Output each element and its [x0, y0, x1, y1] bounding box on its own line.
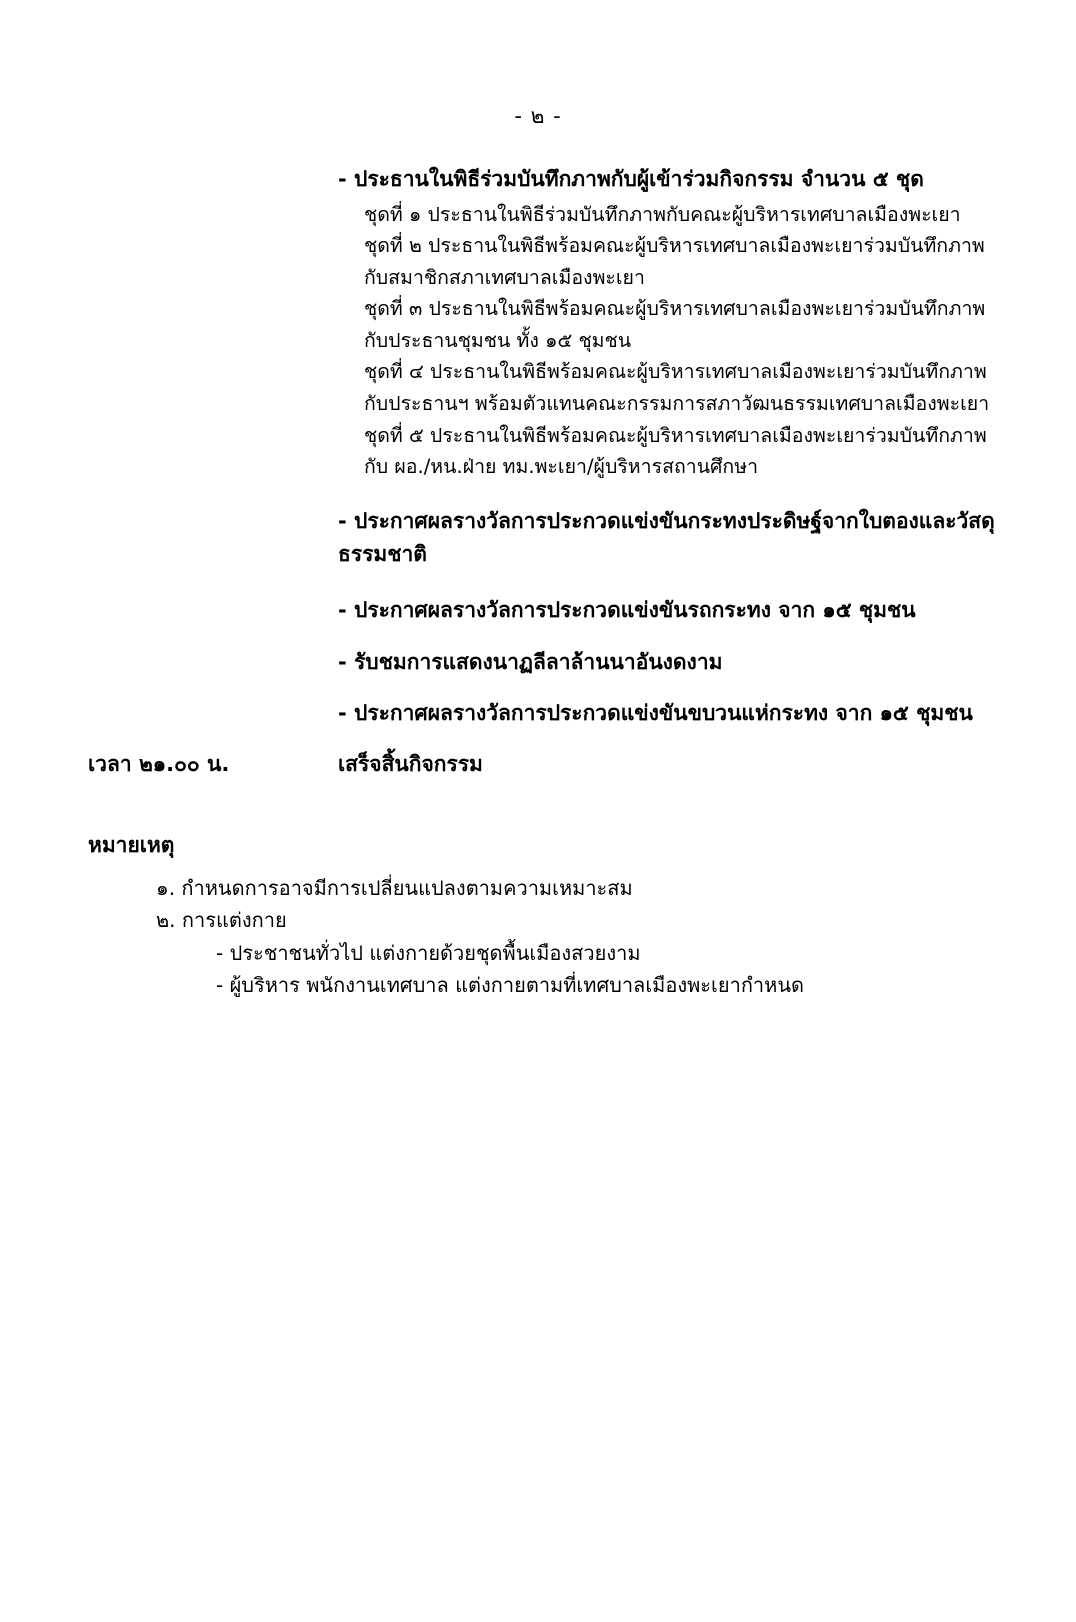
- note-item: ๒. การแต่งกาย: [156, 908, 287, 933]
- schedule-item: - ประกาศผลรางวัลการประกวดแข่งขันกระทงประดิษฐ์จากใบตองและวัสดุ: [338, 508, 995, 533]
- schedule-body: [0, 163, 1076, 781]
- schedule-item-cont: ธรรมชาติ: [338, 542, 427, 567]
- photo-set-line-cont: กับ ผอ./หน.ฝ่าย ทม.พะเยา/ผู้บริหารสถานศึกษา: [364, 455, 759, 479]
- photo-set-line: ชุดที่ ๔ ประธานในพิธีพร้อมคณะผู้บริหารเทศบาลเมืองพะเยาร่วมบันทึกภาพ: [364, 360, 987, 384]
- schedule-item: - ประกาศผลรางวัลการประกวดแข่งขันขบวนแห่กระทง จาก ๑๕ ชุมชน: [338, 701, 973, 726]
- photo-set-line: ชุดที่ ๕ ประธานในพิธีพร้อมคณะผู้บริหารเทศบาลเมืองพะเยาร่วมบันทึกภาพ: [364, 423, 987, 447]
- photo-set-line-cont: กับประธานชุมชน ทั้ง ๑๕ ชุมชน: [364, 328, 632, 352]
- final-description: เสร็จสิ้นกิจกรรม: [338, 751, 483, 776]
- photo-session-block: [338, 163, 996, 731]
- page-number: - ๒ -: [514, 104, 562, 128]
- photo-set-line: ชุดที่ ๓ ประธานในพิธีพร้อมคณะผู้บริหารเทศบาลเมืองพะเยาร่วมบันทึกภาพ: [364, 297, 986, 321]
- note-sub-item: - ผู้บริหาร พนักงานเทศบาล แต่งกายตามที่เทศบาลเมืองพะเยากำหนด: [216, 972, 805, 997]
- photo-set-line-cont: กับสมาชิกสภาเทศบาลเมืองพะเยา: [364, 265, 645, 289]
- photo-set-line: ชุดที่ ๑ ประธานในพิธีร่วมบันทึกภาพกับคณะผู้บริหารเทศบาลเมืองพะเยา: [364, 202, 961, 226]
- photo-session-heading: - ประธานในพิธีร่วมบันทึกภาพกับผู้เข้าร่วมกิจกรรม จำนวน ๕ ชุด: [338, 167, 924, 191]
- final-schedule-row: [88, 747, 996, 781]
- document-page: [0, 100, 1076, 1622]
- note-item: ๑. กำหนดการอาจมีการเปลี่ยนแปลงตามความเหมาะสม: [156, 875, 633, 900]
- schedule-item: - รับชมการแสดงนาฏลีลาล้านนาอันงดงาม: [338, 649, 723, 674]
- final-time: เวลา ๒๑.๐๐ น.: [88, 751, 230, 776]
- notes-title: หมายเหตุ: [88, 832, 175, 857]
- note-sub-item: - ประชาชนทั่วไป แต่งกายด้วยชุดพื้นเมืองสวยงาม: [216, 940, 641, 965]
- photo-set-line: ชุดที่ ๒ ประธานในพิธีพร้อมคณะผู้บริหารเทศบาลเมืองพะเยาร่วมบันทึกภาพ: [364, 234, 985, 258]
- schedule-item: - ประกาศผลรางวัลการประกวดแข่งขันรถกระทง จาก ๑๕ ชุมชน: [338, 597, 916, 622]
- photo-session-row: [88, 163, 996, 731]
- photo-set-line-cont: กับประธานฯ พร้อมตัวแทนคณะกรรมการสภาวัฒนธรรมเทศบาลเมืองพะเยา: [364, 392, 990, 416]
- notes-section: [0, 829, 1076, 1002]
